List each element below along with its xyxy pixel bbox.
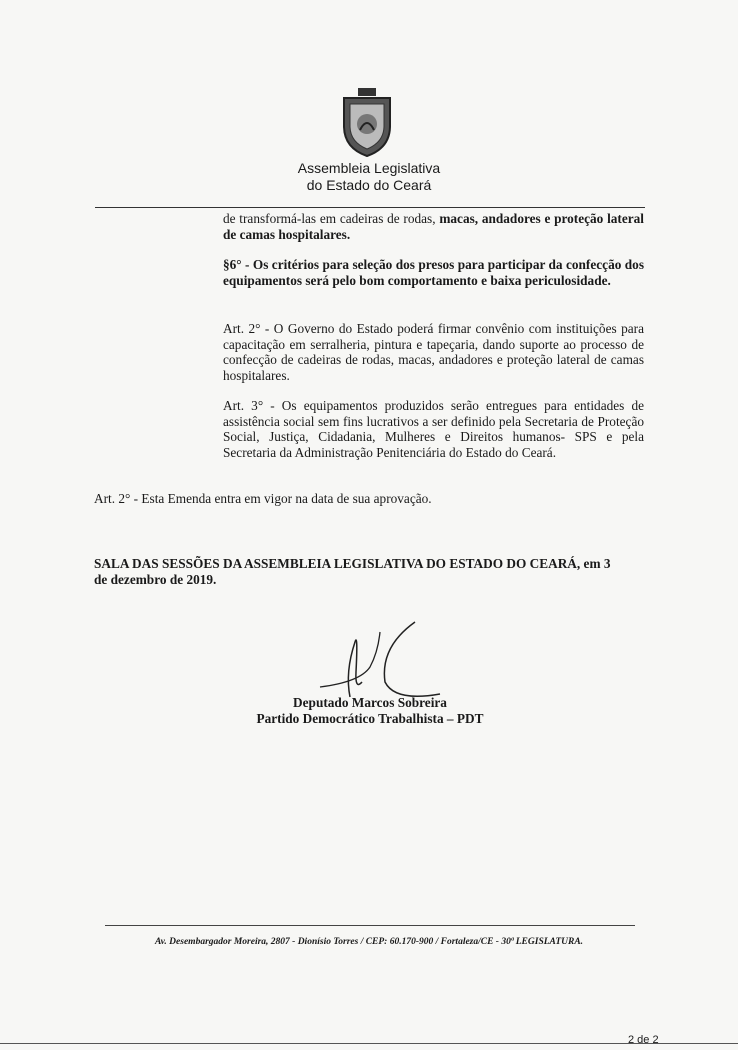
paragraph-section-6: §6° - Os critérios para seleção dos presos para participar da confecção dos equipamentos será pelo bom comportamento e baixa periculosidade. — [223, 257, 644, 288]
paragraph-continuation-normal: de transformá-las em cadeiras de rodas, — [223, 211, 440, 226]
institution-header — [0, 160, 738, 194]
signer-name: Deputado Marcos Sobreira — [293, 695, 447, 710]
state-seal-icon — [336, 86, 398, 158]
header-line-1: Assembleia Legislativa — [297, 160, 441, 176]
paragraph-continuation — [223, 211, 644, 242]
bottom-divider — [0, 1043, 738, 1044]
page-number: 2 de 2 — [628, 1034, 659, 1046]
paragraph-article-2: Art. 2° - O Governo do Estado poderá firmar convênio com instituições para capacitação em serralheria, pintura e tapeçaria, dando suporte ao processo de confecção de cadeiras de rodas, macas, andadores e proteção lateral de camas hospitalares. — [223, 321, 644, 383]
signer-party: Partido Democrático Trabalhista – PDT — [256, 711, 484, 726]
article-effective: Art. 2° - Esta Emenda entra em vigor na data de sua aprovação. — [94, 491, 432, 506]
footer-divider — [105, 925, 635, 926]
paragraph-article-3: Art. 3° - Os equipamentos produzidos serão entregues para entidades de assistência social sem fins lucrativos a ser definido pela Secretaria de Proteção Social, Justiça, Cidadania, Mulheres e Direitos humanos- SPS e pela Secretaria da Administração Penitenciária do Estado do Ceará. — [223, 398, 644, 460]
header-divider — [95, 207, 645, 208]
footer-address: Av. Desembargador Moreira, 2807 - Dionísio Torres / CEP: 60.170-900 / Fortaleza/CE - 30ª LEGISLATURA. — [154, 937, 584, 947]
paragraph-continuation-bold: macas, andadores e proteção lateral de camas hospitalares. — [223, 211, 644, 242]
header-line-2: do Estado do Ceará — [306, 177, 432, 193]
signature-block — [252, 695, 488, 727]
session-statement: SALA DAS SESSÕES DA ASSEMBLEIA LEGISLATIVA DO ESTADO DO CEARÁ, em 3 de dezembro de 2019. — [94, 556, 611, 587]
handwritten-signature — [300, 612, 450, 702]
